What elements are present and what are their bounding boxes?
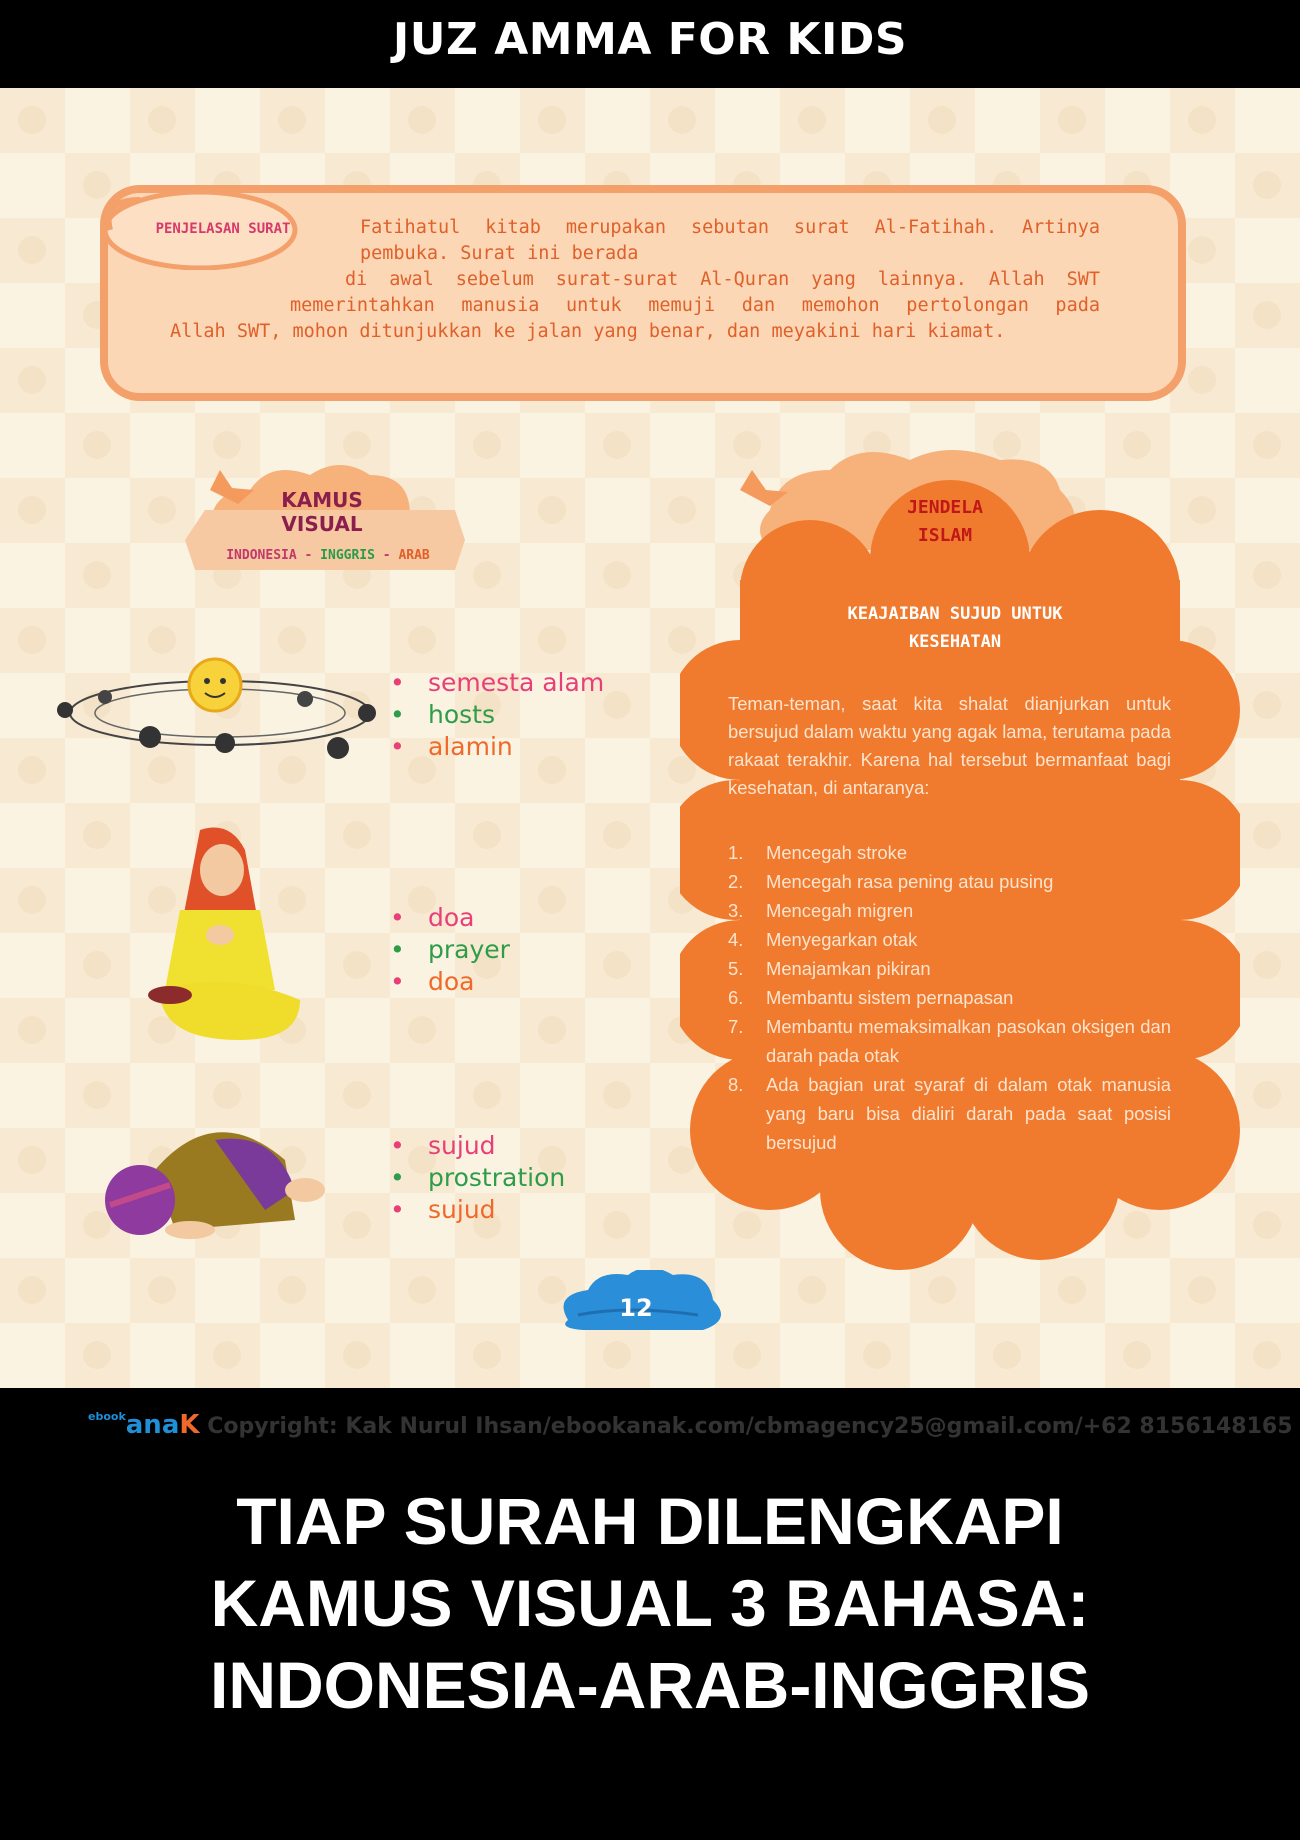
vocab-english: hosts [428,700,495,729]
bullet: • [390,935,405,964]
logo-k-text: K [179,1410,200,1440]
list-text: Membantu sistem pernapasan [766,987,1014,1008]
list-text: Membantu memaksimalkan pasokan oksigen dan darah pada otak [766,1016,1171,1066]
list-number: 3. [728,900,744,921]
jendela-benefits-list [728,838,1171,1157]
list-item [728,896,1171,925]
book-title: JUZ AMMA FOR KIDS [392,14,908,65]
vocab-arab: sujud [428,1195,496,1224]
jendela-intro: Teman-teman, saat kita shalat dianjurkan untuk bersujud dalam waktu yang agak lama, terutama pada rakaat terakhir. Karena hal tersebut bermanfaat bagi kesehatan, di antaranya: [728,693,1171,798]
kamus-title-line: VISUAL [281,512,363,536]
list-number: 6. [728,987,744,1008]
vocab-arab: alamin [428,732,513,761]
bullet: • [390,700,405,729]
lang-separator: - [374,548,399,563]
promo-caption [0,1480,1300,1726]
vocab-arab: doa [428,967,475,996]
list-text: Ada bagian urat syaraf di dalam otak manusia yang baru bisa dialiri darah pada saat posisi bersujud [766,1074,1171,1153]
girl-praying-illustration [140,820,320,1050]
bullet: • [390,1195,405,1224]
vocab-indonesia: semesta alam [428,668,605,697]
bullet: • [390,1163,405,1192]
list-number: 5. [728,958,744,979]
vocab-entry-1 [390,667,604,763]
explanation-line: di awal sebelum surat-surat Al-Quran yang lainnya. Allah SWT [345,269,1100,290]
list-number: 8. [728,1074,744,1095]
page-number: 12 [619,1294,653,1322]
bullet: • [390,1131,405,1160]
vocab-indonesia: sujud [428,1131,496,1160]
vocab-entry-2 [390,902,510,998]
caption-line: INDONESIA-ARAB-INGGRIS [209,1648,1090,1722]
list-text: Mencegah stroke [766,842,908,863]
list-text: Menajamkan pikiran [766,958,931,979]
jendela-label-line: JENDELA [907,497,983,518]
copyright-line [88,1410,1293,1440]
vocab-indonesia: doa [428,903,475,932]
vocab-entry-3 [390,1130,565,1226]
list-item [728,983,1171,1012]
ebookanak-logo [88,1410,200,1440]
list-number: 1. [728,842,744,863]
solar-system-illustration [55,655,385,775]
kamus-title-line: KAMUS [281,488,363,512]
list-number: 2. [728,871,744,892]
list-item [728,867,1171,896]
caption-line: KAMUS VISUAL 3 BAHASA: [210,1566,1090,1640]
lang-separator: - [296,548,321,563]
boy-prostrating-illustration [95,1110,335,1260]
vocab-english: prayer [428,935,510,964]
jendela-title-line: KESEHATAN [908,632,1002,652]
header-bar [0,0,1300,88]
kamus-visual-title [262,488,382,536]
vocab-english: prostration [428,1163,566,1192]
logo-ebook-text: ebook [88,1410,126,1423]
bullet: • [390,967,405,996]
list-item [728,838,1171,867]
explanation-line: memerintahkan manusia untuk memuji dan memohon pertolongan pada [290,295,1100,316]
list-text: Mencegah rasa pening atau pusing [766,871,1054,892]
list-item [728,1012,1171,1070]
explanation-line: Allah SWT, mohon ditunjukkan ke jalan yang benar, dan meyakini hari kiamat. [170,321,1006,342]
bullet: • [390,732,405,761]
lang-inggris: INGGRIS [320,548,375,563]
copyright-text: Copyright: Kak Nurul Ihsan/ebookanak.com/cbmagency25@gmail.com/+62 8156148165 [207,1414,1293,1439]
list-text: Menyegarkan otak [766,929,918,950]
lang-indonesia: INDONESIA [226,548,297,563]
caption-line: TIAP SURAH DILENGKAPI [236,1484,1064,1558]
list-text: Mencegah migren [766,900,914,921]
explanation-line: Fatihatul kitab merupakan sebutan surat Al-Fatihah. Artinya [360,217,1100,238]
bullet: • [390,903,405,932]
list-item [728,925,1171,954]
jendela-islam-label [880,494,1010,550]
jendela-label-line: ISLAM [917,525,973,546]
explanation-label: PENJELASAN SURAT [155,221,291,237]
list-number: 4. [728,929,744,950]
jendela-title-line: KEAJAIBAN SUJUD UNTUK [847,604,1063,624]
list-item [728,954,1171,983]
explanation-text [170,215,1100,345]
kamus-languages [188,548,468,563]
explanation-line: pembuka. Surat ini berada [360,243,639,264]
logo-anak-text: ana [125,1410,180,1440]
lang-arab: ARAB [398,548,430,563]
bullet: • [390,668,405,697]
list-number: 7. [728,1016,744,1037]
list-item [728,1070,1171,1157]
jendela-title [730,600,1180,656]
